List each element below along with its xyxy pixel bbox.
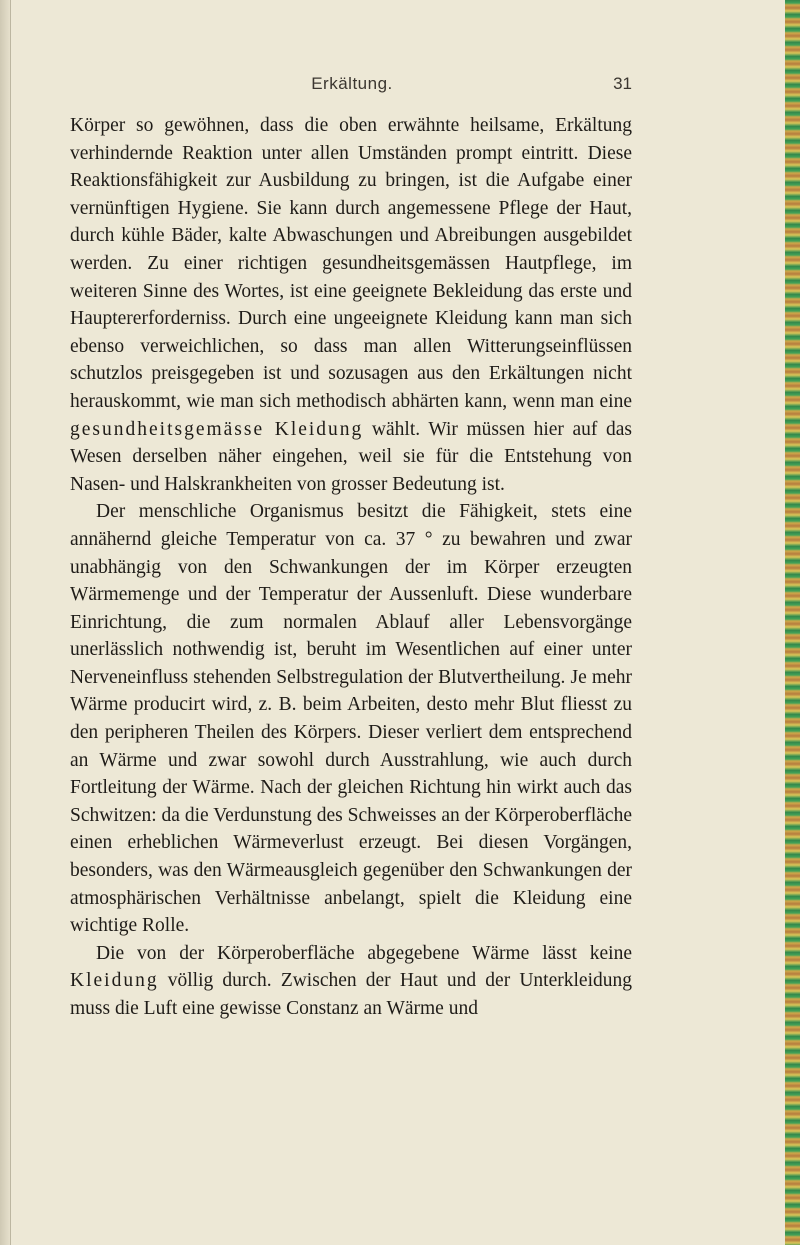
running-head: Erkältung. bbox=[311, 74, 393, 93]
emphasis-text: Kleidung bbox=[70, 970, 159, 992]
page-number: 31 bbox=[613, 74, 632, 93]
emphasis-text: gesundheitsgemässe Kleidung bbox=[70, 418, 364, 440]
paragraph-3: Die von der Körperoberfläche abgegebene Wärme lässt keine Kleidung völlig durch. Zwischen der Haut und der Unterkleidung muss die Luft eine gewisse Constanz an Wärme und bbox=[70, 942, 632, 1019]
body-text bbox=[70, 112, 632, 1023]
book-edge-binding bbox=[785, 0, 800, 1245]
page-header bbox=[72, 74, 632, 100]
paragraph-1: Körper so gewöhnen, dass die oben erwähnte heilsame, Erkältung verhindernde Reaktion unter allen Umständen prompt eintritt. Diese Reaktionsfähigkeit zur Ausbildung zu bringen, ist die Aufgabe einer vernünftigen Hygiene. Sie kann durch angemessene Pflege der Haut, durch kühle Bäder, kalte Abwaschungen und Abreibungen ausgebildet werden. Zu einer richtigen gesundheitsgemässen Hautpflege, im weiteren Sinne des Wortes, ist eine geeignete Bekleidung das erste und Hauptererforderniss. Durch eine ungeeignete Kleidung kann man sich ebenso verweichlichen, so dass man allen Witterungseinflüssen schutzlos preisgegeben ist und sozusagen aus den Erkältungen nicht herauskommt, wie man sich methodisch abhärten kann, wenn man eine gesundheitsgemässe Kleidung wählt. Wir müssen hier auf das Wesen derselben näher eingehen, weil sie für die Entstehung von Nasen- und Halskrankheiten von grosser Bedeutung ist. bbox=[70, 115, 632, 495]
page-gutter bbox=[0, 0, 11, 1245]
paragraph-2: Der menschliche Organismus besitzt die Fähigkeit, stets eine annähernd gleiche Temperatur von ca. 37 ° zu bewahren und zwar unabhängig von den Schwankungen der im Körper erzeugten Wärmemenge und der Temperatur der Aussenluft. Diese wunderbare Einrichtung, die zum normalen Ablauf aller Lebensvorgänge unerlässlich nothwendig ist, beruht im Wesentlichen auf einer unter Nerveneinfluss stehenden Selbstregulation der Blutvertheilung. Je mehr Wärme producirt wird, z. B. beim Arbeiten, desto mehr Blut fliesst zu den peripheren Theilen des Körpers. Dieser verliert dem entsprechend an Wärme und zwar sowohl durch Ausstrahlung, wie auch durch Fortleitung der Wärme. Nach der gleichen Richtung hin wirkt auch das Schwitzen: da die Verdunstung des Schweisses an der Körperoberfläche einen erheblichen Wärmeverlust erzeugt. Bei diesen Vorgängen, besonders, was den Wärmeausgleich gegenüber den Schwankungen der atmosphärischen Verhältnisse anbelangt, spielt die Kleidung eine wichtige Rolle. bbox=[70, 501, 632, 937]
